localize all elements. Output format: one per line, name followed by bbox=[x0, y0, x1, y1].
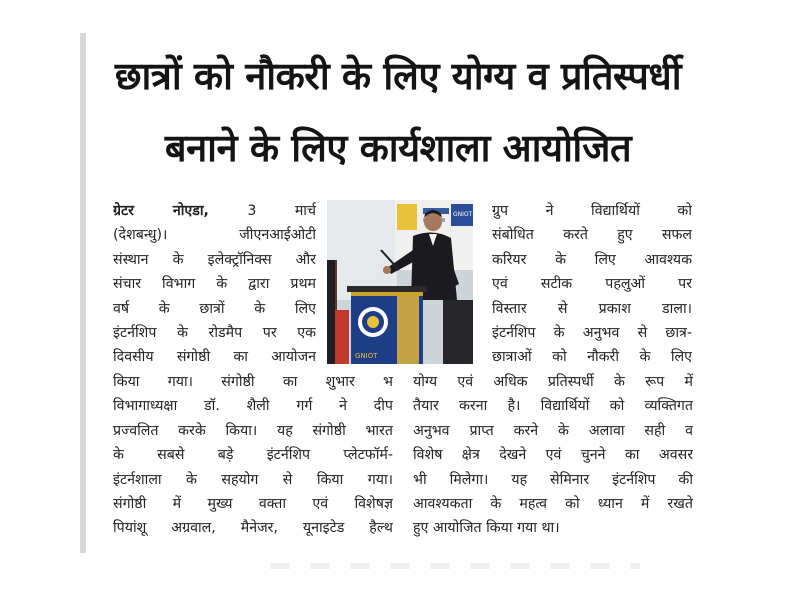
article-column-right-bottom bbox=[413, 370, 693, 541]
article-line: संचार विभाग के द्वारा प्रथम bbox=[113, 276, 316, 293]
article-line: विभागाध्यक्षा डॉ. शैली गर्ग ने दीप bbox=[113, 398, 393, 415]
podium-label: GNIOT bbox=[355, 352, 378, 360]
article-column-left-bottom bbox=[113, 370, 393, 541]
article-line: अनुभव प्राप्त करने के अलावा सही व bbox=[413, 422, 693, 439]
article-line: वर्ष के छात्रों के लिए bbox=[113, 300, 316, 317]
article-line: संस्थान के इलेक्ट्रॉनिक्स और bbox=[113, 251, 316, 268]
article-line: किया गया। संगोष्ठी का शुभार भ bbox=[113, 374, 393, 390]
article-line: तैयार करना है। विद्यार्थियों को व्यक्तिगत bbox=[413, 398, 693, 415]
article-line: करियर के लिए आवश्यक bbox=[492, 251, 692, 268]
article-line: दिवसीय संगोष्ठी का आयोजन bbox=[113, 349, 316, 366]
event-photo bbox=[327, 200, 473, 364]
dateline-place: ग्रेटर नोएडा, bbox=[113, 203, 209, 219]
article-line: के सबसे बड़े इंटर्नशिप प्लेटफॉर्म- bbox=[113, 447, 393, 464]
article-line: भी मिलेगा। यह सेमिनार इंटर्नशिप की bbox=[413, 471, 693, 488]
article-line: आवश्यकता के महत्व को ध्यान में रखते bbox=[413, 495, 693, 512]
banner-text: GNIOT bbox=[453, 211, 473, 218]
headline-line-2: बनाने के लिए कार्यशाला आयोजित bbox=[164, 126, 632, 170]
article-line: ग्रुप ने विद्यार्थियों को bbox=[492, 203, 692, 219]
article-line-last: हुए आयोजित किया गया था। bbox=[413, 520, 560, 537]
headline-line-1: छात्रों को नौकरी के लिए योग्य व प्रतिस्पर्धी bbox=[114, 54, 682, 98]
article-line: विस्तार से प्रकाश डाला। bbox=[492, 300, 692, 317]
speaker-at-podium-image bbox=[327, 200, 473, 364]
article-line: इंटर्नशिप के रोडमैप पर एक bbox=[113, 324, 316, 341]
article-column-right-top bbox=[492, 199, 692, 370]
article-line bbox=[113, 199, 316, 223]
article-line: योग्य एवं अधिक प्रतिस्पर्धी के रूप में bbox=[413, 374, 693, 390]
cropped-next-article-edge bbox=[270, 563, 640, 569]
article-line: इंटर्नशिप के अनुभव से छात्र- bbox=[492, 324, 692, 341]
article-line: इंटर्नशाला के सहयोग से किया गया। bbox=[113, 471, 393, 488]
article-column-left-top bbox=[113, 199, 316, 370]
article-line: संगोष्ठी में मुख्य वक्ता एवं विशेषज्ञ bbox=[113, 495, 393, 512]
article-line: (देशबन्धु)। जीएनआईओटी bbox=[113, 227, 316, 244]
article-line: प्रज्वलित करके किया। यह संगोष्ठी भारत bbox=[113, 422, 393, 439]
article-line: छात्राओं को नौकरी के लिए bbox=[492, 349, 692, 366]
article-headline bbox=[98, 40, 698, 184]
article-line: पियांशू अग्रवाल, मैनेजर, यूनाइटेड हैल्थ bbox=[113, 520, 393, 537]
dateline-date: 3 मार्च bbox=[208, 203, 316, 219]
article-line: एवं सटीक पहलुओं पर bbox=[492, 276, 692, 293]
article-line: संबोधित करते हुए सफल bbox=[492, 227, 692, 244]
article-line: विशेष क्षेत्र देखने एवं चुनने का अवसर bbox=[413, 447, 693, 464]
